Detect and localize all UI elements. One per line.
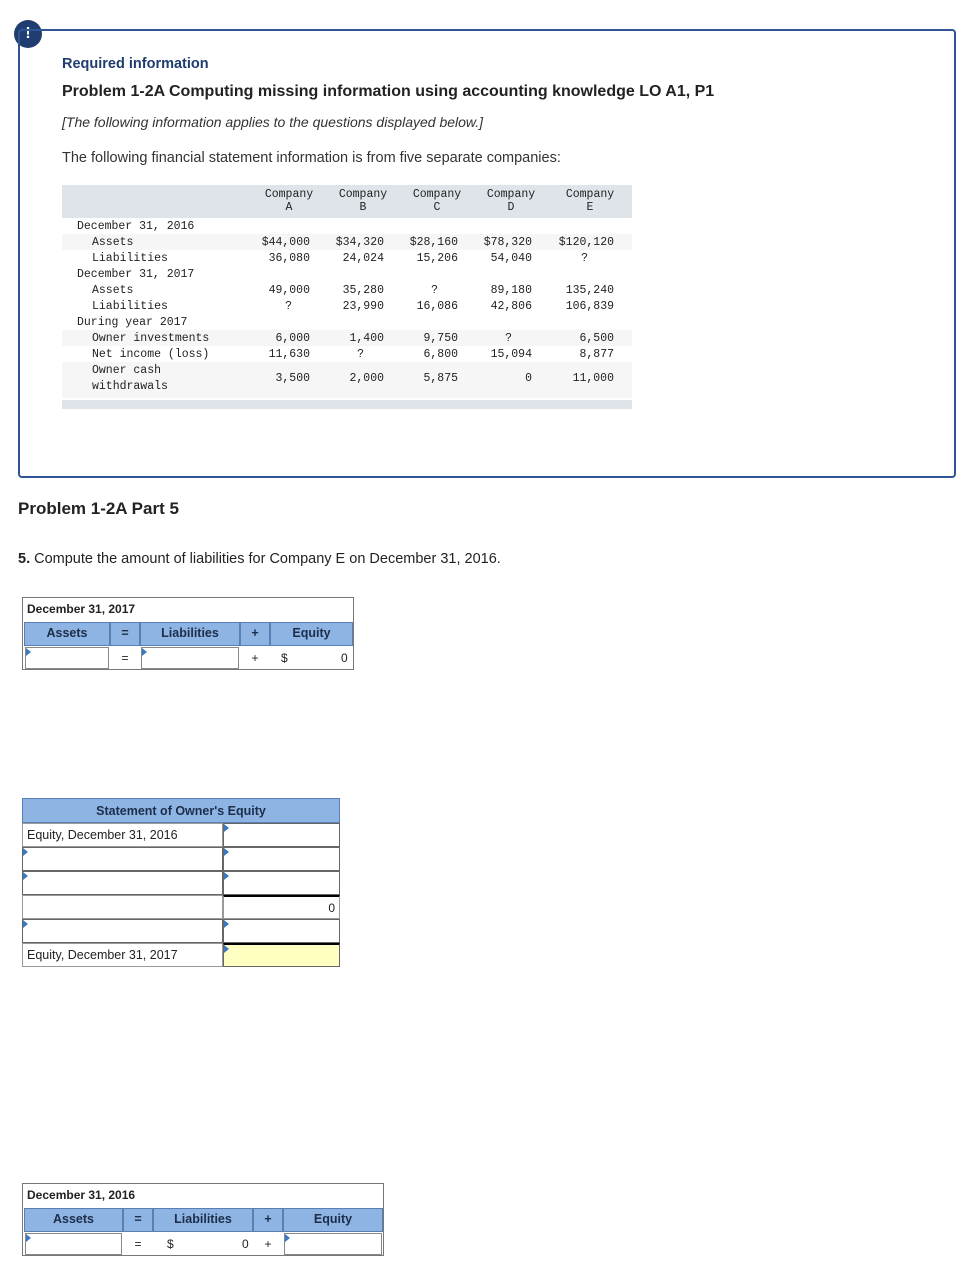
problem-title: Problem 1-2A Computing missing information using accounting knowledge LO A1, P1	[62, 83, 715, 100]
input-marker-icon	[224, 945, 229, 953]
statement-title: Statement of Owner's Equity	[22, 798, 340, 823]
input-marker-icon	[23, 848, 28, 856]
row-label: Liabilities	[92, 300, 168, 313]
table-cell: 3,500	[275, 372, 310, 385]
table-cell: 1,400	[349, 332, 384, 345]
input-marker-icon	[23, 872, 28, 880]
table-cell: 89,180	[490, 284, 532, 297]
line-amount-input[interactable]	[223, 847, 340, 871]
table-cell: 23,990	[342, 300, 384, 313]
row-label: Net income (loss)	[92, 348, 210, 361]
section-label: December 31, 2017	[77, 268, 195, 281]
equity-end-input[interactable]	[223, 943, 340, 967]
table-cell: $34,320	[335, 236, 384, 249]
column-header-company-c: Company C	[412, 188, 462, 214]
liabilities-input[interactable]	[141, 647, 239, 669]
table-cell: 16,086	[416, 300, 458, 313]
column-header-company-a: Company A	[264, 188, 314, 214]
alert-icon: !	[14, 20, 42, 48]
input-marker-icon	[285, 1234, 290, 1242]
row-label: Assets	[92, 236, 134, 249]
liabilities-header: Liabilities	[153, 1208, 253, 1232]
assets-input[interactable]	[25, 1233, 122, 1255]
question-text	[18, 551, 501, 567]
plus-symbol: +	[264, 1237, 272, 1251]
equation-caption: December 31, 2016	[27, 1188, 136, 1202]
table-cell: ?	[431, 284, 438, 297]
table-cell: $120,120	[558, 236, 614, 249]
table-cell: 15,094	[490, 348, 532, 361]
row-label: Assets	[92, 284, 134, 297]
column-header-company-b: Company B	[338, 188, 388, 214]
table-cell: 35,280	[342, 284, 384, 297]
table-cell: 24,024	[342, 252, 384, 265]
equals-header: =	[110, 622, 140, 646]
table-cell: 2,000	[349, 372, 384, 385]
table-cell: 49,000	[268, 284, 310, 297]
assets-header: Assets	[24, 622, 110, 646]
equity-start-input[interactable]	[223, 823, 340, 847]
equals-header: =	[123, 1208, 153, 1232]
table-cell: 11,630	[268, 348, 310, 361]
required-info-heading: Required information	[62, 56, 209, 72]
info-note: [The following information applies to the questions displayed below.]	[62, 114, 484, 130]
assets-input[interactable]	[25, 647, 109, 669]
dollar-sign: $	[281, 651, 288, 665]
intro-text: The following financial statement information is from five separate companies:	[62, 150, 561, 166]
table-cell: 6,000	[275, 332, 310, 345]
plus-symbol: +	[251, 651, 259, 665]
input-marker-icon	[224, 848, 229, 856]
column-header-company-e: Company E	[565, 188, 615, 214]
equation-2016	[22, 1183, 384, 1256]
line-label-input[interactable]	[22, 847, 223, 871]
line-amount-input[interactable]	[223, 871, 340, 895]
equity-header: Equity	[270, 622, 353, 646]
input-marker-icon	[26, 1234, 31, 1242]
table-cell: $28,160	[409, 236, 458, 249]
table-cell: ?	[581, 252, 588, 265]
input-marker-icon	[26, 648, 31, 656]
equation-caption: December 31, 2017	[27, 602, 136, 616]
line-label-input[interactable]	[22, 871, 223, 895]
row-label: Owner investments	[92, 332, 210, 345]
table-cell: 15,206	[416, 252, 458, 265]
plus-header: +	[240, 622, 270, 646]
table-cell: ?	[357, 348, 364, 361]
equity-value: 0	[341, 651, 348, 665]
table-cell: ?	[505, 332, 512, 345]
equity-input[interactable]	[284, 1233, 382, 1255]
section-label: During year 2017	[77, 316, 188, 329]
input-marker-icon	[224, 824, 229, 832]
liabilities-header: Liabilities	[140, 622, 240, 646]
table-cell: 54,040	[490, 252, 532, 265]
equity-start-label: Equity, December 31, 2016	[22, 823, 223, 847]
row-label: Liabilities	[92, 252, 168, 265]
equity-end-label: Equity, December 31, 2017	[22, 943, 223, 967]
table-cell: 36,080	[268, 252, 310, 265]
table-cell: 5,875	[423, 372, 458, 385]
input-marker-icon	[142, 648, 147, 656]
table-cell: 106,839	[565, 300, 614, 313]
table-cell: $78,320	[483, 236, 532, 249]
subtotal-label	[22, 895, 223, 919]
assets-header: Assets	[24, 1208, 123, 1232]
part-title: Problem 1-2A Part 5	[18, 499, 179, 518]
table-footer-bar	[62, 400, 632, 409]
question-number: 5.	[18, 551, 31, 567]
statement-of-owners-equity	[22, 798, 340, 968]
equals-symbol: =	[121, 651, 129, 665]
input-marker-icon	[224, 920, 229, 928]
table-cell: 135,240	[565, 284, 614, 297]
table-cell: 42,806	[490, 300, 532, 313]
table-cell: $44,000	[261, 236, 310, 249]
plus-header: +	[253, 1208, 283, 1232]
column-header-company-d: Company D	[486, 188, 536, 214]
table-cell: 6,500	[579, 332, 614, 345]
dollar-sign: $	[167, 1237, 174, 1251]
table-cell: 6,800	[423, 348, 458, 361]
line-amount-input[interactable]	[223, 919, 340, 943]
row-label: Owner cash	[92, 364, 162, 377]
row-label: withdrawals	[92, 380, 168, 393]
equals-symbol: =	[134, 1237, 142, 1251]
table-cell: 0	[525, 372, 532, 385]
table-cell: 8,877	[579, 348, 614, 361]
question-body: Compute the amount of liabilities for Company E on December 31, 2016.	[30, 551, 501, 567]
subtotal-value: 0	[223, 895, 340, 919]
input-marker-icon	[23, 920, 28, 928]
table-cell: ?	[285, 300, 292, 313]
table-cell: 9,750	[423, 332, 458, 345]
equity-header: Equity	[283, 1208, 383, 1232]
line-label-input[interactable]	[22, 919, 223, 943]
section-label: December 31, 2016	[77, 220, 195, 233]
liabilities-value: 0	[242, 1237, 249, 1251]
input-marker-icon	[224, 872, 229, 880]
equation-2017	[22, 597, 354, 670]
table-cell: 11,000	[572, 372, 614, 385]
